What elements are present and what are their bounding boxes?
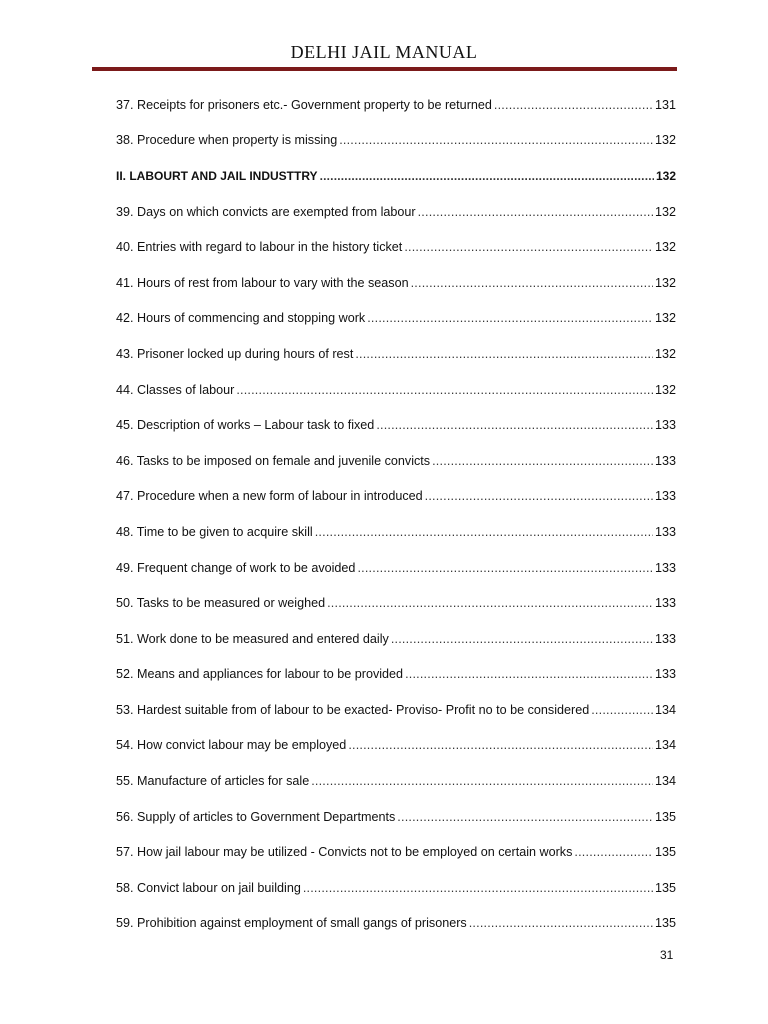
- toc-entry-title: 53. Hardest suitable from of labour to be exacted- Proviso- Profit no to be considered: [116, 702, 590, 717]
- toc-entry-title: 43. Prisoner locked up during hours of rest: [116, 346, 354, 361]
- toc-entry-page: 135: [654, 880, 676, 895]
- toc-entry[interactable]: [116, 372, 676, 408]
- toc-entry-title: 37. Receipts for prisoners etc.- Government property to be returned: [116, 97, 492, 112]
- toc-entry-page: 132: [654, 346, 676, 361]
- toc-entry-page: 132: [654, 240, 676, 255]
- toc-entry-title: 40. Entries with regard to labour in the history ticket: [116, 240, 403, 255]
- toc-leader-dots: [348, 738, 653, 752]
- toc-leader-dots: [357, 561, 653, 575]
- toc-leader-dots: [397, 810, 653, 824]
- toc-entry[interactable]: [116, 123, 676, 159]
- toc-entry-title: 52. Means and appliances for labour to be provided: [116, 667, 404, 682]
- toc-entry-page: 132: [654, 311, 676, 326]
- toc-entry-title: 54. How convict labour may be employed: [116, 738, 347, 753]
- toc-leader-dots: [327, 596, 653, 610]
- toc-entry-title: 38. Procedure when property is missing: [116, 133, 338, 148]
- toc-entry-page: 132: [655, 168, 676, 183]
- toc-leader-dots: [432, 454, 653, 468]
- toc-entry-page: 135: [654, 845, 676, 860]
- toc-entry-page: 132: [654, 382, 676, 397]
- toc-leader-dots: [418, 205, 653, 219]
- toc-leader-dots: [411, 276, 653, 290]
- toc-entry[interactable]: [116, 692, 676, 728]
- toc-entry-page: 133: [654, 418, 676, 433]
- toc-entry-page: 132: [654, 275, 676, 290]
- toc-entry-page: 134: [654, 774, 676, 789]
- toc-entry[interactable]: [116, 728, 676, 764]
- toc-leader-dots: [355, 347, 653, 361]
- toc-leader-dots: [303, 881, 653, 895]
- toc-entry-title: 44. Classes of labour: [116, 382, 235, 397]
- toc-entry-title: 51. Work done to be measured and entered daily: [116, 631, 389, 646]
- toc-entry[interactable]: [116, 265, 676, 301]
- header-rule: [92, 67, 677, 71]
- toc-leader-dots: [320, 169, 654, 183]
- toc-entry-title: 47. Procedure when a new form of labour in introduced: [116, 489, 423, 504]
- toc-leader-dots: [469, 916, 653, 930]
- toc-entry[interactable]: [116, 87, 676, 123]
- toc-entry-title: II. LABOURT AND JAIL INDUSTTRY: [116, 168, 318, 183]
- toc-entry[interactable]: [116, 799, 676, 835]
- toc-entry[interactable]: [116, 194, 676, 230]
- toc-entry-page: 133: [654, 596, 676, 611]
- toc-entry[interactable]: [116, 906, 676, 942]
- table-of-contents: [116, 87, 676, 941]
- toc-leader-dots: [574, 845, 653, 859]
- toc-entry[interactable]: [116, 229, 676, 265]
- toc-entry[interactable]: [116, 336, 676, 372]
- toc-entry-page: 133: [654, 631, 676, 646]
- toc-leader-dots: [404, 240, 653, 254]
- toc-leader-dots: [391, 632, 653, 646]
- toc-section-heading[interactable]: [116, 158, 676, 194]
- toc-entry-title: 42. Hours of commencing and stopping work: [116, 311, 366, 326]
- toc-entry[interactable]: [116, 657, 676, 693]
- toc-entry[interactable]: [116, 443, 676, 479]
- toc-entry-page: 133: [654, 560, 676, 575]
- page-number: 31: [660, 948, 674, 962]
- toc-entry-page: 135: [654, 916, 676, 931]
- toc-entry-title: 59. Prohibition against employment of small gangs of prisoners: [116, 916, 467, 931]
- toc-leader-dots: [425, 489, 653, 503]
- page-header: DELHI JAIL MANUAL: [290, 42, 478, 62]
- toc-leader-dots: [315, 525, 653, 539]
- toc-entry-page: 133: [654, 489, 676, 504]
- toc-entry[interactable]: [116, 479, 676, 515]
- toc-leader-dots: [236, 383, 653, 397]
- toc-entry[interactable]: [116, 763, 676, 799]
- toc-leader-dots: [494, 98, 653, 112]
- toc-entry-page: 131: [654, 97, 676, 112]
- toc-entry-title: 55. Manufacture of articles for sale: [116, 774, 310, 789]
- toc-entry-page: 135: [654, 809, 676, 824]
- toc-entry-page: 132: [654, 133, 676, 148]
- toc-leader-dots: [311, 774, 653, 788]
- toc-entry-title: 57. How jail labour may be utilized - Convicts not to be employed on certain works: [116, 845, 573, 860]
- toc-entry[interactable]: [116, 407, 676, 443]
- toc-entry-title: 41. Hours of rest from labour to vary with the season: [116, 275, 409, 290]
- toc-entry-page: 133: [654, 667, 676, 682]
- toc-leader-dots: [591, 703, 653, 717]
- toc-entry-page: 134: [654, 738, 676, 753]
- toc-leader-dots: [405, 667, 653, 681]
- toc-leader-dots: [339, 133, 653, 147]
- toc-entry-page: 134: [654, 702, 676, 717]
- toc-entry[interactable]: [116, 621, 676, 657]
- toc-entry-page: 133: [654, 524, 676, 539]
- toc-entry-title: 46. Tasks to be imposed on female and juvenile convicts: [116, 453, 431, 468]
- toc-entry-title: 45. Description of works – Labour task to fixed: [116, 418, 375, 433]
- toc-entry-page: 133: [654, 453, 676, 468]
- toc-entry[interactable]: [116, 514, 676, 550]
- toc-leader-dots: [376, 418, 653, 432]
- toc-entry-title: 56. Supply of articles to Government Departments: [116, 809, 396, 824]
- toc-entry-page: 132: [654, 204, 676, 219]
- toc-entry-title: 39. Days on which convicts are exempted from labour: [116, 204, 416, 219]
- toc-entry[interactable]: [116, 870, 676, 906]
- toc-entry[interactable]: [116, 301, 676, 337]
- toc-entry-title: 58. Convict labour on jail building: [116, 880, 301, 895]
- toc-entry-title: 50. Tasks to be measured or weighed: [116, 596, 326, 611]
- toc-entry-title: 48. Time to be given to acquire skill: [116, 524, 313, 539]
- toc-entry-title: 49. Frequent change of work to be avoided: [116, 560, 356, 575]
- toc-leader-dots: [367, 311, 653, 325]
- toc-entry[interactable]: [116, 585, 676, 621]
- toc-entry[interactable]: [116, 834, 676, 870]
- toc-entry[interactable]: [116, 550, 676, 586]
